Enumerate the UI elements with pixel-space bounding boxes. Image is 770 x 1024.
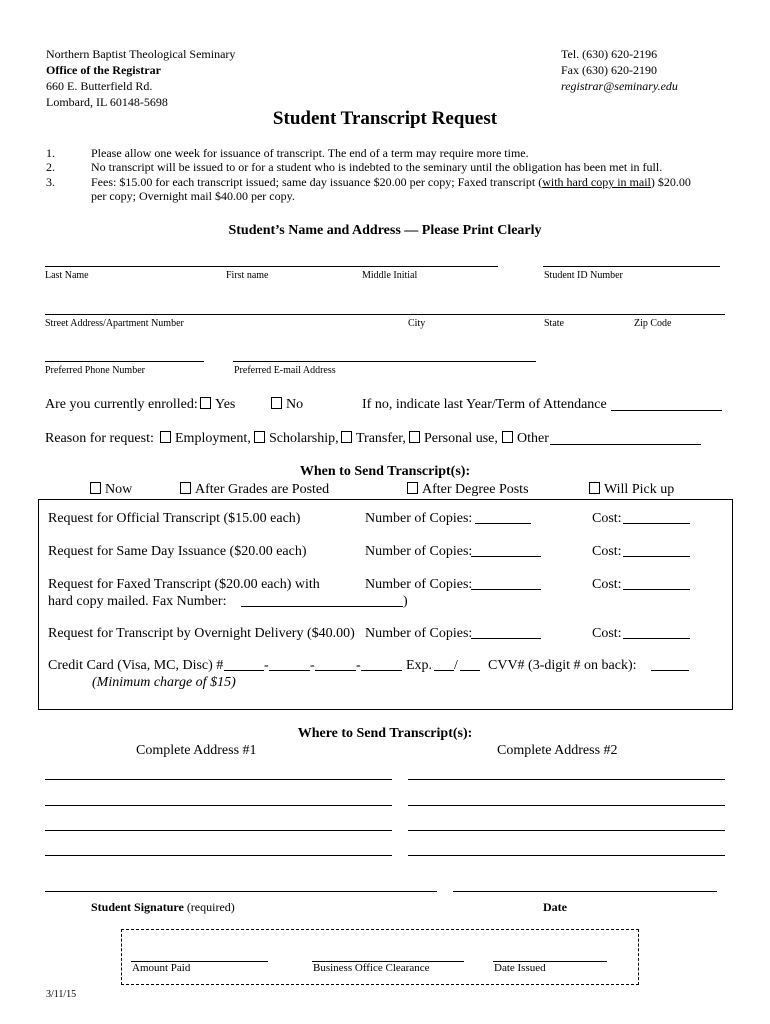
note-1-text: Please allow one week for issuance of transcript. The end of a term may require more time.	[91, 146, 529, 160]
now-checkbox[interactable]	[90, 482, 101, 494]
faxed-cost-label: Cost:	[592, 577, 622, 592]
zip-label: Zip Code	[634, 318, 672, 329]
phone-number: Tel. (630) 620-2196	[561, 47, 658, 61]
address-1-line-3[interactable]	[45, 830, 392, 831]
exp-month-line[interactable]	[434, 670, 454, 671]
note-3-num: 3.	[46, 175, 55, 189]
where-heading: Where to Send Transcript(s):	[297, 726, 473, 741]
card-segment-2[interactable]	[269, 670, 310, 671]
org-name: Northern Baptist Theological Seminary	[46, 47, 236, 61]
email-label: Preferred E-mail Address	[234, 365, 336, 376]
city-label: City	[408, 318, 426, 329]
address-1-line-4[interactable]	[45, 855, 392, 856]
grades-posted-label: After Grades are Posted	[195, 482, 330, 497]
no-label: No	[286, 397, 304, 412]
address-2-line-1[interactable]	[408, 779, 725, 780]
overnight-copies-label: Number of Copies:	[365, 626, 473, 641]
date-label: Date	[543, 900, 567, 914]
form-revision-date: 3/11/15	[46, 989, 77, 1000]
yes-label: Yes	[215, 397, 236, 412]
pick-up-checkbox[interactable]	[589, 482, 600, 494]
address-1-line-1[interactable]	[45, 779, 392, 780]
note-3-underlined: with hard copy in mail	[542, 175, 651, 189]
city-address: Lombard, IL 60148-5698	[46, 95, 168, 109]
faxed-copies-label: Number of Copies:	[365, 577, 473, 592]
no-checkbox[interactable]	[271, 397, 282, 409]
header-left	[46, 46, 235, 110]
note-3-part-b: ) $20.00	[650, 175, 691, 189]
cvv-label: CVV# (3-digit # on back):	[488, 658, 637, 673]
note-2-text: No transcript will be issued to or for a student who is indebted to the seminary until the obligation has been met in full.	[91, 160, 663, 174]
scholarship-checkbox[interactable]	[254, 431, 265, 443]
same-day-cost-label: Cost:	[592, 544, 622, 559]
degree-posts-checkbox[interactable]	[407, 482, 418, 494]
address-line[interactable]	[45, 314, 725, 315]
same-day-copies-line[interactable]	[471, 556, 541, 557]
when-grades-posted[interactable]	[180, 481, 329, 499]
other-label: Other	[517, 431, 549, 446]
last-attendance-line[interactable]	[611, 410, 722, 411]
street-address: 660 E. Butterfield Rd.	[46, 79, 153, 93]
degree-posts-label: After Degree Posts	[422, 482, 529, 497]
signature-label	[91, 899, 235, 915]
reason-scholarship[interactable]	[254, 430, 339, 448]
scholarship-label: Scholarship,	[269, 431, 339, 446]
transfer-label: Transfer,	[356, 431, 406, 446]
middle-initial-label: Middle Initial	[362, 270, 418, 281]
card-segment-3[interactable]	[315, 670, 356, 671]
reason-personal[interactable]	[409, 430, 498, 448]
first-name-label: First name	[226, 270, 269, 281]
now-label: Now	[105, 482, 133, 497]
exp-year-line[interactable]	[460, 670, 480, 671]
employment-checkbox[interactable]	[160, 431, 171, 443]
address-2-label: Complete Address #2	[497, 743, 618, 758]
state-label: State	[544, 318, 564, 329]
phone-label: Preferred Phone Number	[45, 365, 145, 376]
faxed-cost-line[interactable]	[623, 589, 690, 590]
card-dash-3: -	[356, 658, 361, 673]
fax-number-line[interactable]	[241, 606, 403, 607]
same-day-cost-line[interactable]	[623, 556, 690, 557]
student-section-heading: Student’s Name and Address — Please Print Clearly	[228, 223, 542, 238]
header-right	[561, 46, 678, 94]
overnight-cost-line[interactable]	[623, 638, 690, 639]
reason-other[interactable]	[502, 430, 549, 448]
date-line[interactable]	[453, 891, 717, 892]
when-degree-posts[interactable]	[407, 481, 529, 499]
official-label: Request for Official Transcript ($15.00 each)	[48, 511, 301, 526]
office-name: Office of the Registrar	[46, 63, 161, 77]
personal-label: Personal use,	[424, 431, 498, 446]
last-attendance-label: If no, indicate last Year/Term of Attendance	[362, 397, 607, 412]
address-1-line-2[interactable]	[45, 805, 392, 806]
minimum-charge-note: (Minimum charge of $15)	[92, 675, 236, 690]
enrolled-question: Are you currently enrolled:	[45, 397, 198, 412]
faxed-label-2: hard copy mailed. Fax Number:	[48, 594, 227, 609]
pick-up-label: Will Pick up	[604, 482, 675, 497]
faxed-copies-line[interactable]	[471, 589, 541, 590]
card-dash-1: -	[264, 658, 269, 673]
name-line[interactable]	[45, 266, 498, 267]
reason-transfer[interactable]	[341, 430, 406, 448]
reason-employment[interactable]	[160, 430, 251, 448]
address-1-label: Complete Address #1	[136, 743, 257, 758]
credit-card-label: Credit Card (Visa, MC, Disc) #	[48, 658, 224, 673]
address-2-line-3[interactable]	[408, 830, 725, 831]
overnight-cost-label: Cost:	[592, 626, 622, 641]
when-now[interactable]	[90, 481, 132, 499]
personal-checkbox[interactable]	[409, 431, 420, 443]
fax-close-paren: )	[403, 594, 408, 609]
note-2-num: 2.	[46, 160, 55, 174]
cvv-line[interactable]	[651, 670, 689, 671]
street-label: Street Address/Apartment Number	[45, 318, 184, 329]
official-cost-label: Cost:	[592, 511, 622, 526]
yes-checkbox[interactable]	[200, 397, 211, 409]
enrolled-no-option[interactable]	[271, 396, 303, 414]
card-segment-4[interactable]	[361, 670, 402, 671]
grades-posted-checkbox[interactable]	[180, 482, 191, 494]
fax-number: Fax (630) 620-2190	[561, 63, 657, 77]
phone-line[interactable]	[45, 361, 204, 362]
student-id-label: Student ID Number	[544, 270, 623, 281]
amount-paid-label: Amount Paid	[132, 962, 191, 974]
email-line[interactable]	[233, 361, 536, 362]
official-copies-line[interactable]	[475, 523, 531, 524]
card-dash-2: -	[310, 658, 315, 673]
page-title: Student Transcript Request	[272, 108, 498, 129]
signature-required: (required)	[183, 900, 235, 914]
signature-label-text: Student Signature	[91, 900, 184, 914]
when-pick-up[interactable]	[589, 481, 674, 499]
note-3-part-a: Fees: $15.00 for each transcript issued; same day issuance $20.00 per copy; Faxed transcript (	[91, 175, 543, 189]
student-id-line[interactable]	[543, 266, 720, 267]
last-name-label: Last Name	[45, 270, 89, 281]
date-issued-label: Date Issued	[494, 962, 546, 974]
exp-label: Exp.	[406, 658, 433, 673]
same-day-label: Request for Same Day Issuance ($20.00 each)	[48, 544, 307, 559]
note-1-num: 1.	[46, 146, 55, 160]
official-copies-label: Number of Copies:	[365, 511, 473, 526]
reason-label: Reason for request:	[45, 431, 154, 446]
signature-line[interactable]	[45, 891, 437, 892]
enrolled-yes-option[interactable]	[200, 396, 235, 414]
other-reason-line[interactable]	[550, 444, 701, 445]
when-heading: When to Send Transcript(s):	[299, 464, 471, 479]
transfer-checkbox[interactable]	[341, 431, 352, 443]
overnight-label: Request for Transcript by Overnight Delivery ($40.00)	[48, 626, 355, 641]
office-use-box	[121, 929, 639, 985]
other-checkbox[interactable]	[502, 431, 513, 443]
clearance-label: Business Office Clearance	[313, 962, 430, 974]
note-3-continued: per copy; Overnight mail $40.00 per copy.	[91, 189, 295, 203]
card-segment-1[interactable]	[224, 670, 264, 671]
overnight-copies-line[interactable]	[471, 638, 541, 639]
email-address: registrar@seminary.edu	[561, 79, 678, 93]
faxed-label: Request for Faxed Transcript ($20.00 each) with	[48, 577, 320, 592]
employment-label: Employment,	[175, 431, 251, 446]
address-2-line-2[interactable]	[408, 805, 725, 806]
exp-slash: /	[454, 658, 458, 673]
same-day-copies-label: Number of Copies:	[365, 544, 473, 559]
official-cost-line[interactable]	[623, 523, 690, 524]
address-2-line-4[interactable]	[408, 855, 725, 856]
